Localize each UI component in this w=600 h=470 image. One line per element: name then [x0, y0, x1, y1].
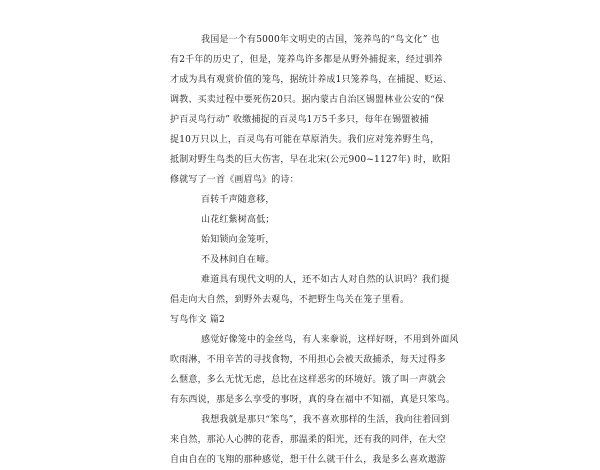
text-line: 有东西说，那是多么享受的事呀，真的身在福中不知福，真是只笨鸟。	[170, 395, 456, 405]
text-line: 我想我就是那只“笨鸟”，我不喜欢那样的生活，我向往着回到	[201, 415, 450, 425]
section-title	[170, 310, 430, 330]
text-line: 调教、买卖过程中要死伤20只。据内蒙古自治区锡盟林业公安的“保	[170, 95, 445, 105]
text-line: 抵制对野生鸟类的巨大伤害，早在北宋(公元900~1127年) 时，欧阳	[170, 155, 451, 165]
text-line: 么惬意，多么无忧无虑，总比在这样恶劣的环境好。饿了叫一声就会	[170, 375, 447, 385]
text-line: 来自然，那沁人心脾的花香，那温柔的阳光，还有我的同伴，在大空	[170, 435, 447, 445]
text-line: 护百灵鸟行动” 收缴捕捉的百灵鸟1万5千多只，每年在锡盟被捕	[170, 115, 429, 125]
poem-line: 百转千声随意移，	[201, 195, 275, 205]
paragraph-3	[170, 330, 459, 410]
text-line: 感觉好像笼中的金丝鸟，有人来豢说，这样好呀，不用到外面风	[201, 335, 459, 345]
section-title-text: 写鸟作文 篇2	[170, 315, 225, 325]
text-line: 自由自在的飞翔的那种感觉，想干什么就干什么，我是多么喜欢遨游	[170, 455, 447, 465]
text-line: 难道具有现代文明的人，还不如古人对自然的认识吗？我们提	[201, 275, 450, 285]
text-line: 捉10万只以上，百灵鸟有可能在草原消失。我们应对笼养野生鸟，	[170, 135, 440, 145]
text-line: 倡走向大自然，到野外去观鸟，不把野生鸟关在笼子里看。	[170, 295, 410, 305]
text-line: 修就写了一首《画眉鸟》的诗：	[170, 175, 299, 185]
poem-line: 始知锁向金笼听，	[201, 235, 275, 245]
text-line: 我国是一个有5000年文明史的古国，笼养鸟的“鸟文化” 也	[201, 35, 440, 45]
text-line: 吹雨淋，不用辛苦的寻找食物，不用担心会被天敌捕杀，每天过得多	[170, 355, 447, 365]
poem-line: 山花红紫树高低；	[201, 215, 275, 225]
paragraph-4	[170, 410, 450, 470]
text-line: 有2千年的历史了，但是，笼养鸟许多都是从野外捕捉来，经过驯养	[170, 55, 443, 65]
text-line: 才成为具有观赏价值的笼鸟，据统计养成1只笼养鸟，在捕捉、贬运、	[170, 75, 452, 85]
poem	[170, 190, 430, 270]
paragraph-1	[170, 30, 452, 190]
poem-line: 不及林间自在啼。	[201, 255, 275, 265]
document-body	[170, 30, 459, 470]
paragraph-2	[170, 270, 450, 310]
